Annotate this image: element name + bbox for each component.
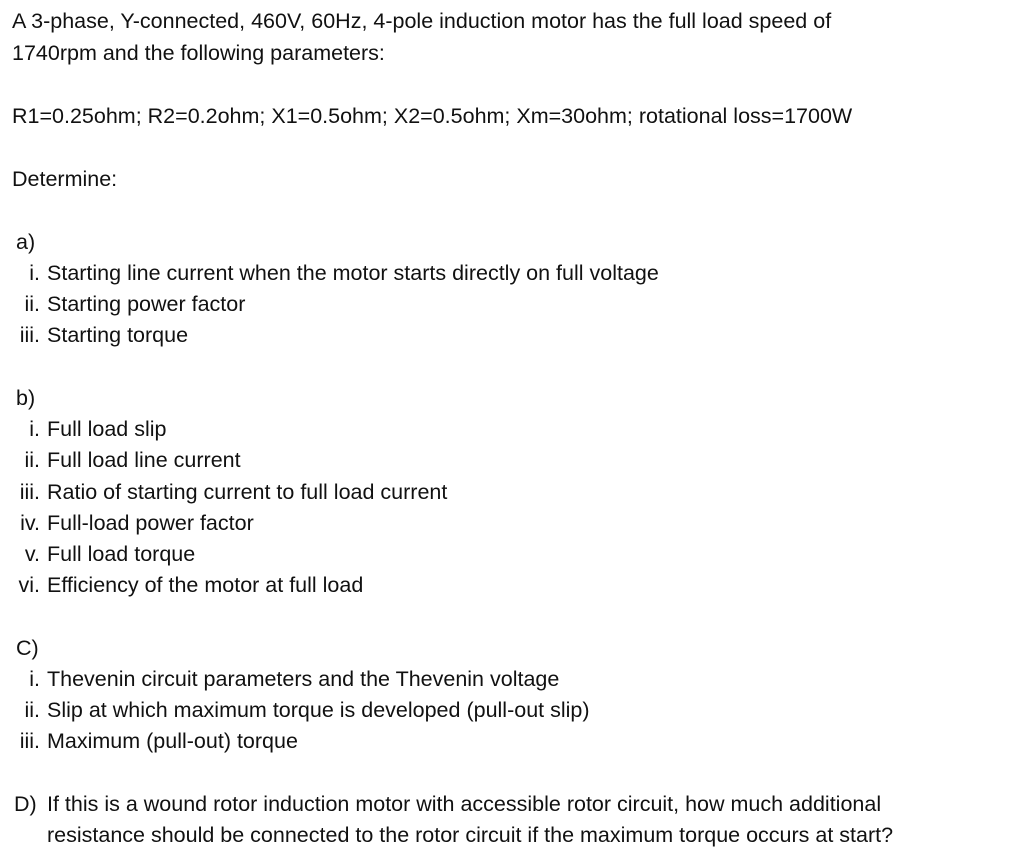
item-text: Slip at which maximum torque is developed (pull-out slip) [47, 698, 590, 722]
part-a-item [0, 320, 188, 351]
item-number: i. [29, 261, 40, 285]
part-b-label: b) [16, 386, 36, 410]
item-number: ii. [24, 292, 40, 316]
item-number: iii. [19, 480, 40, 504]
part-b-item [0, 570, 363, 601]
part-c-item [0, 726, 298, 757]
intro-line-1: A 3-phase, Y-connected, 460V, 60Hz, 4-pole induction motor has the full load speed of [12, 9, 832, 33]
item-number: i. [29, 417, 40, 441]
part-b-item [0, 477, 447, 508]
part-b-item [0, 445, 241, 476]
item-number: i. [29, 667, 40, 691]
parameters-line: R1=0.25ohm; R2=0.2ohm; X1=0.5ohm; X2=0.5ohm; Xm=30ohm; rotational loss=1700W [12, 104, 853, 128]
part-c-item [0, 664, 559, 695]
item-number: iii. [19, 323, 40, 347]
item-number: iv. [20, 511, 40, 535]
item-number: ii. [24, 698, 40, 722]
part-c-label: C) [16, 636, 39, 660]
part-a-label: a) [16, 230, 36, 254]
item-number: v. [24, 542, 40, 566]
item-text: Full load slip [47, 417, 167, 441]
part-a-item [0, 289, 245, 320]
item-text: Starting line current when the motor starts directly on full voltage [47, 261, 659, 285]
item-text: Thevenin circuit parameters and the Thevenin voltage [47, 667, 560, 691]
item-text: Full load torque [47, 542, 196, 566]
item-number: ii. [24, 448, 40, 472]
item-text: Ratio of starting current to full load current [47, 480, 448, 504]
item-text: Efficiency of the motor at full load [47, 573, 364, 597]
part-b-item [0, 508, 254, 539]
item-text: Maximum (pull-out) torque [47, 729, 298, 753]
part-a-item [0, 258, 659, 289]
item-number: vi. [18, 573, 40, 597]
part-c-item [0, 695, 590, 726]
part-d-line-1: If this is a wound rotor induction motor with accessible rotor circuit, how much additional [47, 792, 882, 816]
item-text: Starting torque [47, 323, 189, 347]
determine-heading: Determine: [12, 167, 118, 191]
item-number: iii. [19, 729, 40, 753]
intro-line-2: 1740rpm and the following parameters: [12, 41, 385, 65]
part-b-item [0, 414, 167, 445]
item-text: Starting power factor [47, 292, 246, 316]
part-b-item [0, 539, 195, 570]
item-text: Full-load power factor [47, 511, 254, 535]
part-d-line-2: resistance should be connected to the rotor circuit if the maximum torque occurs at start? [47, 823, 894, 847]
part-d-label: D) [14, 792, 37, 816]
item-text: Full load line current [47, 448, 241, 472]
